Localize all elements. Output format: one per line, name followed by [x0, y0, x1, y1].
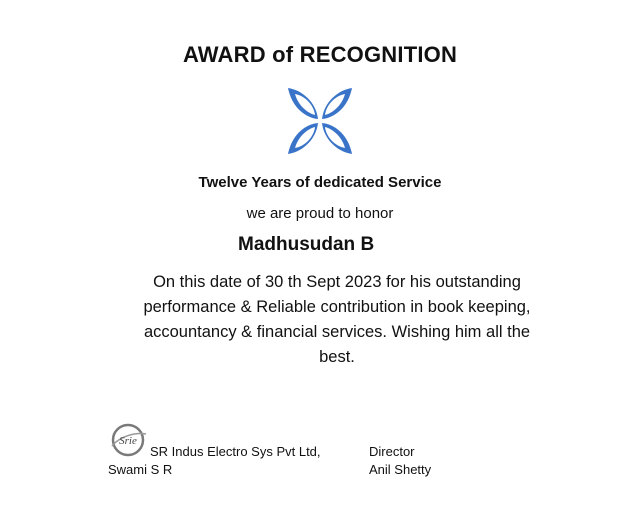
srie-company-logo — [108, 420, 148, 460]
director-name: Anil Shetty — [369, 462, 432, 477]
left-signatory-name: Swami S R — [108, 462, 173, 477]
citation-text: On this date of 30 th Sept 2023 for his outstanding performance & Reliable contribution in book keeping, accountancy & financial services. Wishing him all the best. — [143, 273, 531, 366]
company-name: SR Indus Electro Sys Pvt Ltd, — [150, 444, 321, 459]
recipient-name: Madhusudan B — [238, 234, 375, 255]
certificate-title: AWARD of RECOGNITION — [182, 42, 458, 67]
svg-text:Srie: Srie — [119, 435, 137, 447]
service-subtitle: Twelve Years of dedicated Service — [198, 174, 442, 191]
director-title: Director — [369, 444, 415, 459]
honor-line: we are proud to honor — [246, 205, 394, 222]
four-petal-emblem-icon — [282, 86, 358, 156]
